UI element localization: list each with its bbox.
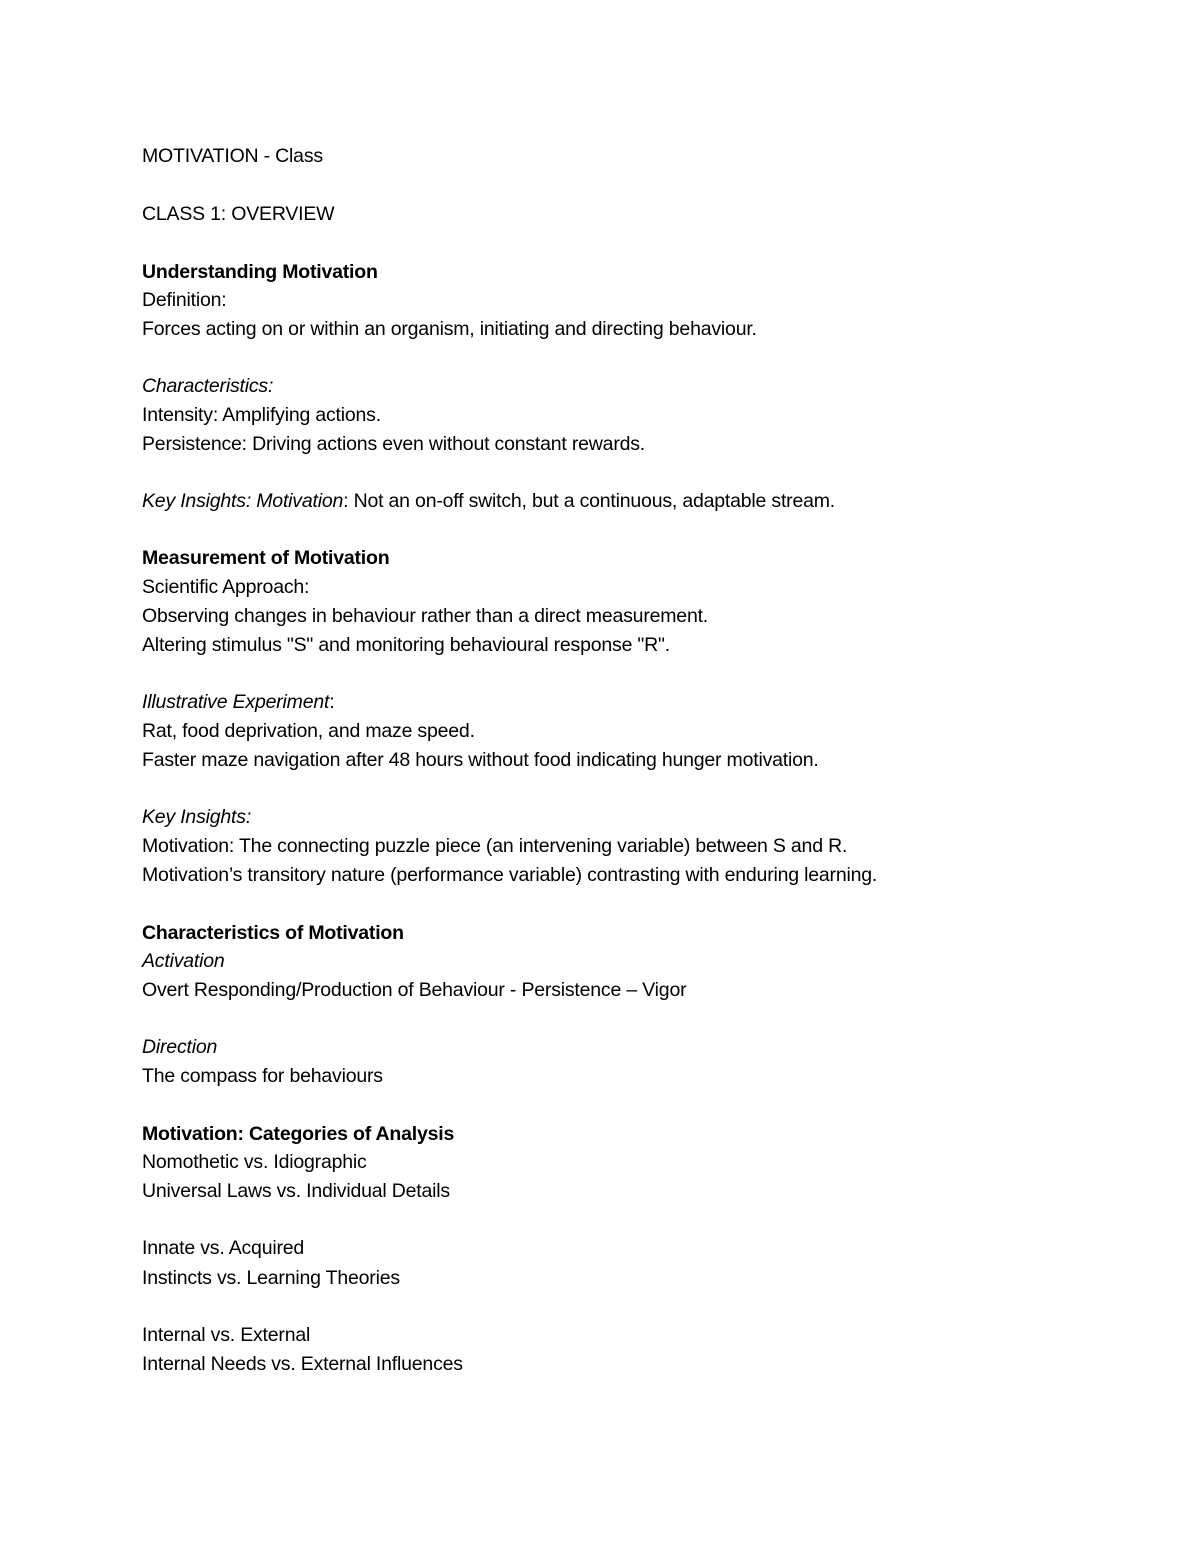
approach-line-1: Observing changes in behaviour rather than a direct measurement. (142, 605, 709, 627)
key-insights-line (142, 489, 835, 513)
approach-line-2: Altering stimulus "S" and monitoring behavioural response "R". (142, 634, 670, 656)
category-pair-2-text: Instincts vs. Learning Theories (142, 1267, 400, 1289)
approach-label: Scientific Approach: (142, 576, 310, 598)
section-heading-characteristics: Characteristics of Motivation (142, 922, 404, 944)
direction-text: The compass for behaviours (142, 1065, 383, 1087)
characteristics-label: Characteristics: (142, 375, 274, 397)
category-pair-3-text: Internal Needs vs. External Influences (142, 1353, 463, 1375)
section-heading-categories: Motivation: Categories of Analysis (142, 1123, 455, 1145)
category-pair-3-title: Internal vs. External (142, 1324, 311, 1346)
section-heading-understanding: Understanding Motivation (142, 261, 378, 283)
insight-line-2: Motivation’s transitory nature (performance variable) contrasting with enduring learning. (142, 864, 878, 886)
class-heading: CLASS 1: OVERVIEW (142, 203, 335, 225)
insight-line-1: Motivation: The connecting puzzle piece (an intervening variable) between S and R. (142, 835, 848, 857)
direction-label: Direction (142, 1036, 218, 1058)
experiment-line-1: Rat, food deprivation, and maze speed. (142, 720, 475, 742)
category-pair-1-text: Universal Laws vs. Individual Details (142, 1180, 450, 1202)
document-title: MOTIVATION - Class (142, 145, 323, 167)
category-pair-1-title: Nomothetic vs. Idiographic (142, 1151, 367, 1173)
category-pair-2-title: Innate vs. Acquired (142, 1237, 305, 1259)
activation-label: Activation (142, 950, 225, 972)
activation-text: Overt Responding/Production of Behaviour - Persistence – Vigor (142, 979, 687, 1001)
key-insights-text: : Not an on-off switch, but a continuous, adaptable stream. (343, 490, 836, 512)
experiment-colon: : (329, 691, 335, 713)
definition-label: Definition: (142, 289, 227, 311)
section-heading-measurement: Measurement of Motivation (142, 547, 390, 569)
intensity-text: Intensity: Amplifying actions. (142, 404, 381, 426)
experiment-line-2: Faster maze navigation after 48 hours without food indicating hunger motivation. (142, 749, 819, 771)
measurement-key-insights-label: Key Insights: (142, 806, 252, 828)
experiment-label-line (142, 690, 334, 714)
persistence-text: Persistence: Driving actions even without constant rewards. (142, 433, 646, 455)
key-insights-label: Key Insights: Motivation (142, 490, 344, 512)
experiment-label: Illustrative Experiment (142, 691, 330, 713)
definition-text: Forces acting on or within an organism, initiating and directing behaviour. (142, 318, 757, 340)
